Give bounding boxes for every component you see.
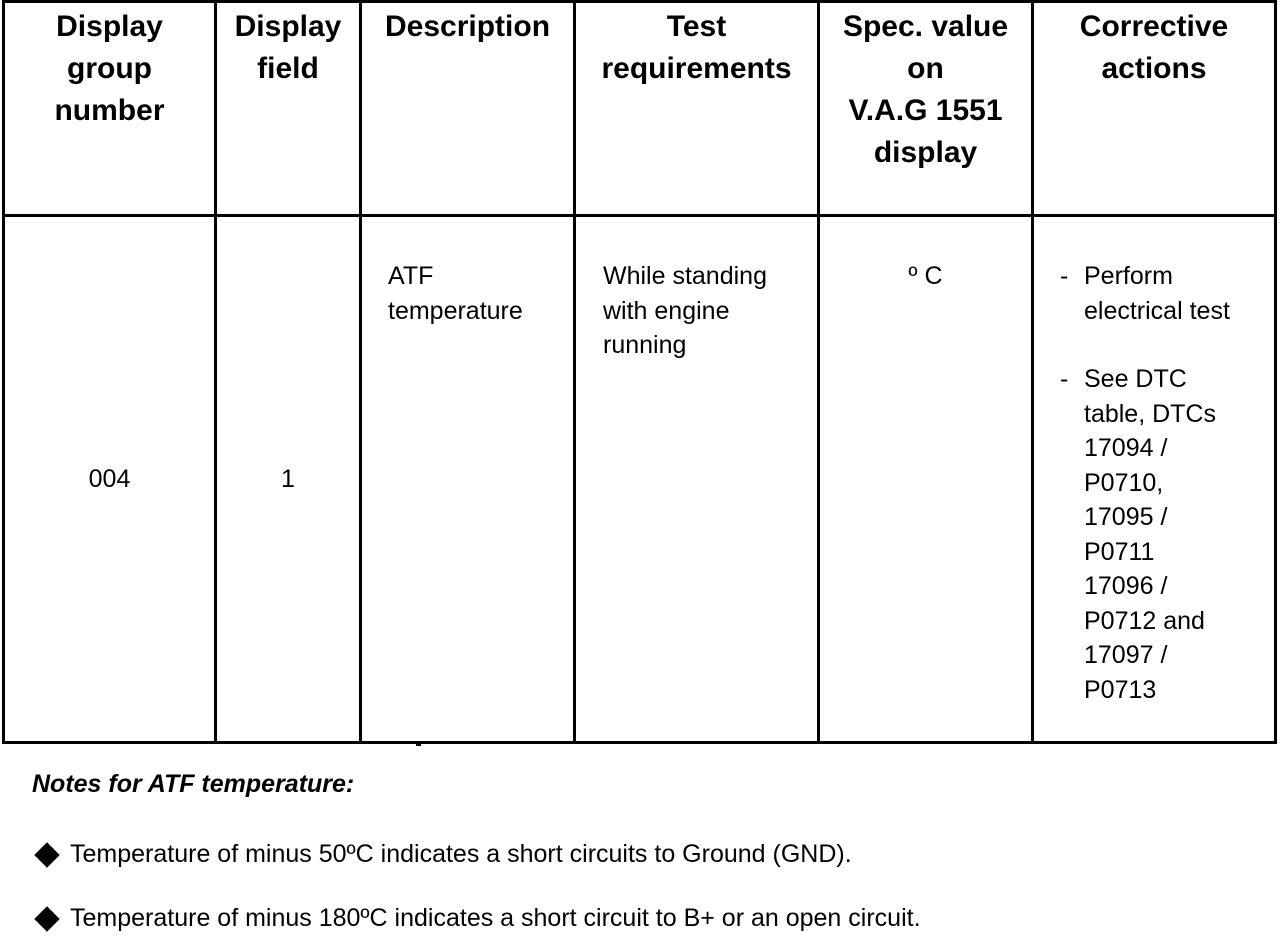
header-spec-value: Spec. value on V.A.G 1551 display xyxy=(819,2,1033,216)
note-item: Temperature of minus 50ºC indicates a short circuits to Ground (GND). xyxy=(32,840,852,869)
action-dash: - xyxy=(1060,365,1069,393)
header-display-field: Display field xyxy=(216,2,361,216)
note-item: Temperature of minus 180ºC indicates a short circuit to B+ or an open circuit. xyxy=(32,904,921,933)
header-display-group-number: Display group number xyxy=(4,2,216,216)
notes-title: Notes for ATF temperature: xyxy=(32,770,355,798)
stray-mark xyxy=(416,744,421,746)
action-dash: - xyxy=(1060,262,1069,290)
cell-group-number: 004 xyxy=(4,216,216,743)
diamond-bullet-icon xyxy=(34,906,59,931)
cell-corrective-actions xyxy=(1033,216,1276,743)
header-corrective-actions: Corrective actions xyxy=(1033,2,1276,216)
header-row xyxy=(4,2,1276,216)
cell-test-requirements: While standing with engine running xyxy=(575,216,819,743)
table-row xyxy=(4,216,1276,743)
cell-display-field: 1 xyxy=(216,216,361,743)
cell-description: ATF temperature xyxy=(361,216,575,743)
cell-spec-value: º C xyxy=(819,216,1033,743)
action-item: - See DTC table, DTCs 17094 / P0710, 17095 / P0711 17096 / P0712 and 17097 / P0713 xyxy=(1060,362,1268,707)
header-test-requirements: Test requirements xyxy=(575,2,819,216)
action-item: - Perform electrical test xyxy=(1060,259,1268,328)
diamond-bullet-icon xyxy=(34,842,59,867)
header-description: Description xyxy=(361,2,575,216)
spec-table xyxy=(2,0,1277,744)
